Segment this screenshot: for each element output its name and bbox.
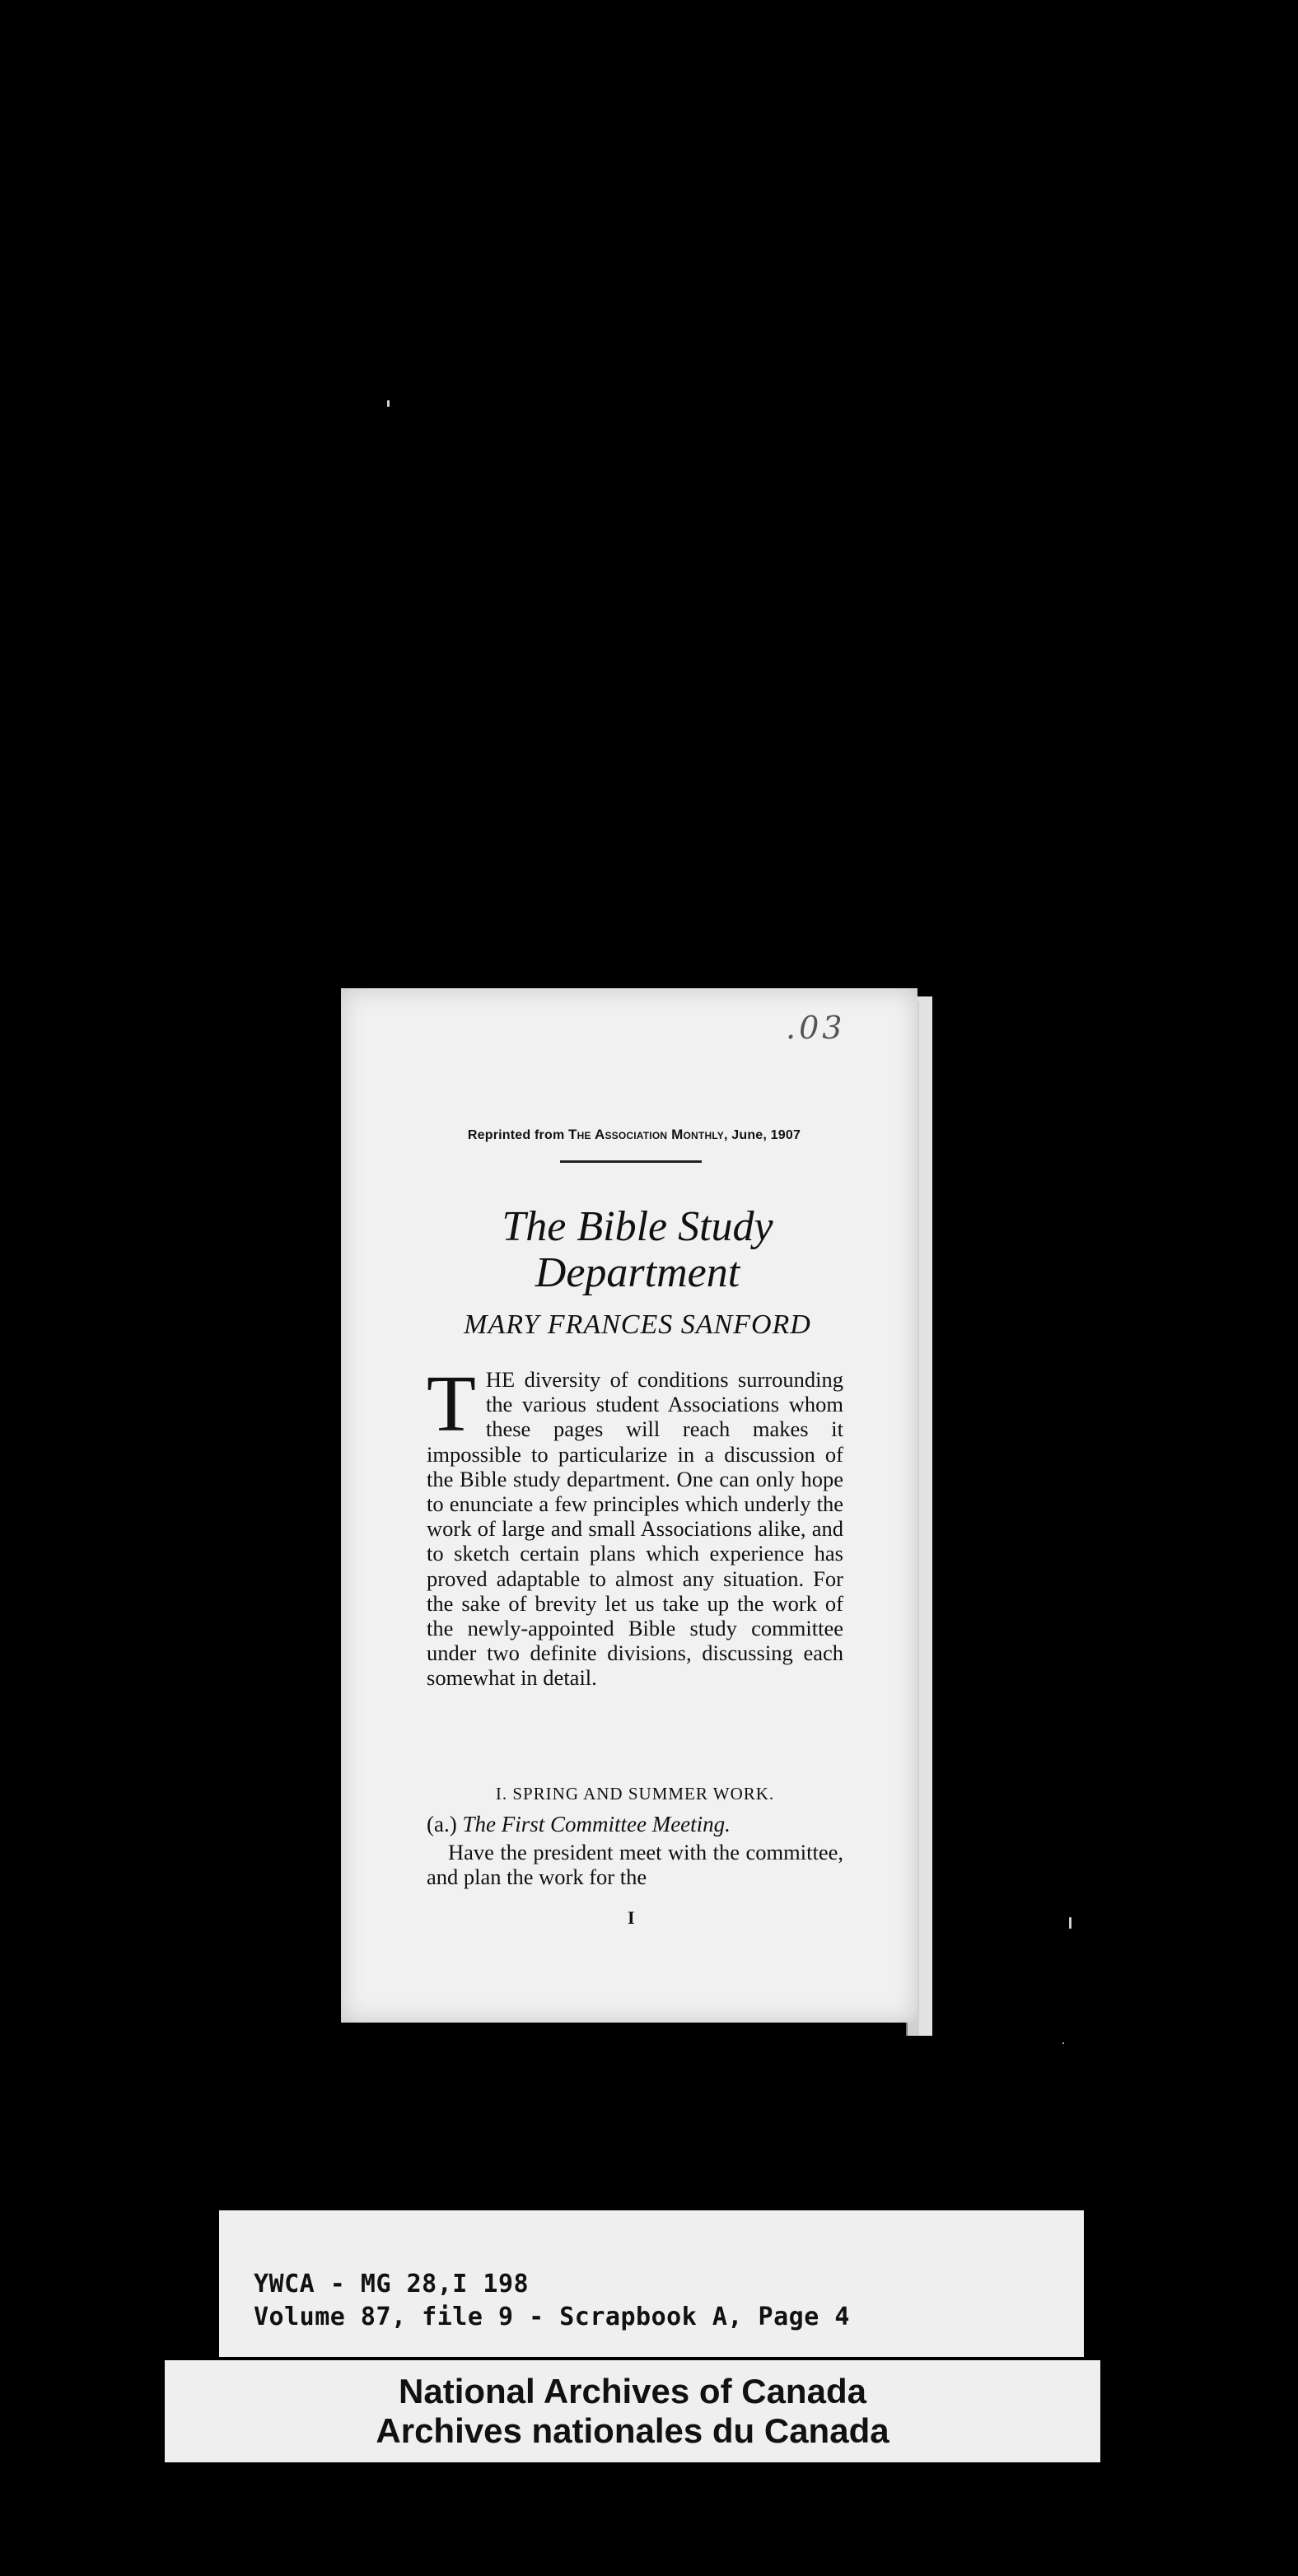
archive-name-en: National Archives of Canada bbox=[399, 2372, 866, 2410]
document-title bbox=[390, 1204, 885, 1296]
drop-cap: T bbox=[427, 1360, 476, 1449]
paragraph-text: HE diversity of conditions surrounding the various student Associations whom these pages will reach makes it impossible to particularize in a discussion of the Bible study department. One can only hope to enunciate a few principles which underly the work of large and small Associations alike, and to sketch certain plans which experience has proved adaptable to almost any situation. For the sake of brevity let us take up the work of the newly-appointed Bible study committee under two definite divisions, discussing each somewhat in detail. bbox=[427, 1367, 843, 1691]
title-line: Department bbox=[535, 1249, 740, 1296]
divider-rule bbox=[560, 1160, 702, 1163]
body-paragraph bbox=[427, 1360, 843, 1691]
dust-speck bbox=[1069, 1917, 1072, 1929]
title-line: The Bible Study bbox=[502, 1203, 773, 1250]
archive-banner bbox=[165, 2360, 1100, 2462]
archive-name-fr: Archives nationales du Canada bbox=[376, 2411, 889, 2450]
reprint-suffix: , June, 1907 bbox=[723, 1128, 801, 1142]
reprint-prefix: Reprinted from bbox=[467, 1128, 569, 1142]
archive-reference-label bbox=[219, 2210, 1084, 2357]
author-name: MARY FRANCES SANFORD bbox=[464, 1309, 811, 1340]
subsection-heading bbox=[427, 1812, 843, 1837]
reprint-notice bbox=[428, 1127, 840, 1143]
dust-speck bbox=[1062, 2042, 1064, 2044]
section-heading: I. SPRING AND SUMMER WORK. bbox=[495, 1784, 775, 1804]
subsection-marker: (a.) bbox=[427, 1812, 457, 1836]
page-number: I bbox=[628, 1907, 635, 1928]
reference-line: Volume 87, file 9 - Scrapbook A, Page 4 bbox=[254, 2303, 850, 2331]
reference-line: YWCA - MG 28,I 198 bbox=[254, 2270, 530, 2298]
subsection-title: The First Committee Meeting. bbox=[462, 1812, 731, 1836]
following-paragraph: Have the president meet with the committee, and plan the work for the bbox=[427, 1840, 843, 1890]
following-text bbox=[427, 1840, 843, 1889]
handwritten-annotation: .03 bbox=[786, 1010, 846, 1046]
dust-speck bbox=[387, 400, 390, 407]
pamphlet-page bbox=[341, 988, 917, 2023]
reprint-source: The Association Monthly bbox=[568, 1127, 724, 1142]
